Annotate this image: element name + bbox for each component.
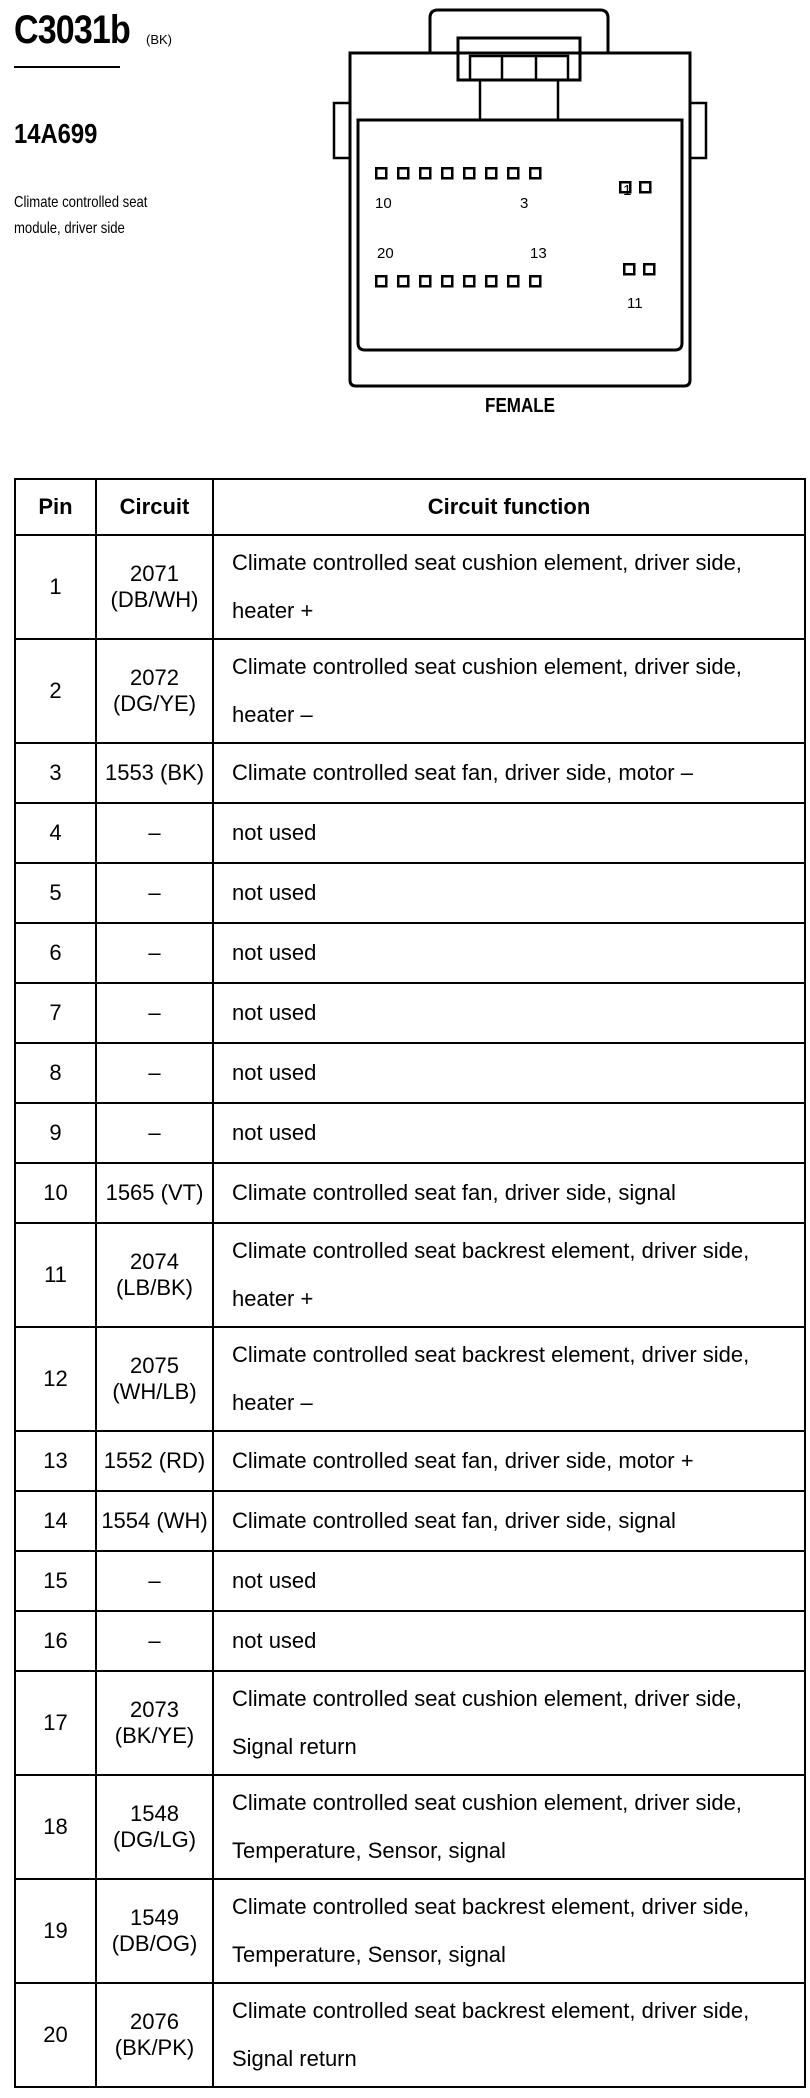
- table-row: [15, 1671, 805, 1775]
- circuit-cell: 2076 (BK/PK): [96, 1983, 213, 2087]
- pin-cavity: [508, 276, 518, 286]
- pin-cavity: [420, 168, 430, 178]
- circuit-cell: 1548 (DG/LG): [96, 1775, 213, 1879]
- table-row: [15, 1103, 805, 1163]
- circuit-cell: 2074 (LB/BK): [96, 1223, 213, 1327]
- circuit-function-cell: Climate controlled seat backrest element, driver side, heater +: [213, 1223, 805, 1327]
- pin-cavity: [398, 168, 408, 178]
- circuit-function-cell: Climate controlled seat cushion element, driver side, Temperature, Sensor, signal: [213, 1775, 805, 1879]
- circuit-function-cell: not used: [213, 863, 805, 923]
- table-row: [15, 983, 805, 1043]
- pin-cell: 2: [15, 639, 96, 743]
- pin-cavity: [442, 168, 452, 178]
- pin-label-3: 3: [520, 195, 529, 212]
- circuit-function-cell: Climate controlled seat fan, driver side, signal: [213, 1491, 805, 1551]
- circuit-cell: 1549 (DB/OG): [96, 1879, 213, 1983]
- table-row: [15, 639, 805, 743]
- latch-inner: [470, 56, 568, 80]
- header-circuit: Circuit: [96, 479, 213, 535]
- circuit-cell: 2075 (WH/LB): [96, 1327, 213, 1431]
- pin-cavity: [376, 276, 386, 286]
- connector-face-diagram: [330, 8, 710, 388]
- latch-window: [458, 38, 580, 80]
- connector-description: Climate controlled seat module, driver side: [14, 194, 148, 237]
- part-number: 14A699: [14, 118, 98, 149]
- pin-cavity: [442, 276, 452, 286]
- circuit-cell: 2072 (DG/YE): [96, 639, 213, 743]
- housing-outline: [350, 53, 690, 386]
- circuit-cell: –: [96, 923, 213, 983]
- pin-cavity: [530, 276, 540, 286]
- pin-cell: 10: [15, 1163, 96, 1223]
- pin-cell: 20: [15, 1983, 96, 2087]
- pin-cavities: [376, 168, 654, 286]
- side-tab-left: [334, 103, 350, 158]
- pin-cavity: [486, 276, 496, 286]
- pin-cell: 17: [15, 1671, 96, 1775]
- circuit-function-cell: not used: [213, 923, 805, 983]
- pin-cell: 7: [15, 983, 96, 1043]
- circuit-function-cell: Climate controlled seat cushion element, driver side, heater –: [213, 639, 805, 743]
- pin-cavity: [644, 264, 654, 274]
- circuit-function-cell: not used: [213, 1611, 805, 1671]
- circuit-function-cell: Climate controlled seat cushion element, driver side, heater +: [213, 535, 805, 639]
- pin-cavity: [486, 168, 496, 178]
- pin-cell: 13: [15, 1431, 96, 1491]
- circuit-cell: –: [96, 1043, 213, 1103]
- circuit-cell: –: [96, 863, 213, 923]
- circuit-cell: –: [96, 1103, 213, 1163]
- pin-table-header-row: [15, 479, 805, 535]
- circuit-cell: –: [96, 983, 213, 1043]
- pin-cell: 16: [15, 1611, 96, 1671]
- circuit-cell: –: [96, 1551, 213, 1611]
- connector-id: C3031b: [14, 8, 130, 52]
- circuit-function-cell: not used: [213, 1043, 805, 1103]
- pin-label-1: 1: [623, 182, 632, 199]
- pin-cavity: [508, 168, 518, 178]
- circuit-function-cell: Climate controlled seat backrest element, driver side, heater –: [213, 1327, 805, 1431]
- pin-label-11: 11: [627, 295, 643, 312]
- pin-cell: 11: [15, 1223, 96, 1327]
- table-row: [15, 1775, 805, 1879]
- pin-label-10: 10: [375, 195, 392, 212]
- pin-cell: 5: [15, 863, 96, 923]
- circuit-function-cell: not used: [213, 1103, 805, 1163]
- pin-cavity: [530, 168, 540, 178]
- pin-cavity: [420, 276, 430, 286]
- table-row: [15, 803, 805, 863]
- circuit-function-cell: not used: [213, 803, 805, 863]
- circuit-function-cell: not used: [213, 983, 805, 1043]
- circuit-cell: 1565 (VT): [96, 1163, 213, 1223]
- table-row: [15, 1983, 805, 2087]
- connector-id-underline: [14, 66, 120, 68]
- table-row: [15, 1043, 805, 1103]
- pin-cavity: [398, 276, 408, 286]
- circuit-cell: 1553 (BK): [96, 743, 213, 803]
- pin-cell: 6: [15, 923, 96, 983]
- circuit-cell: –: [96, 803, 213, 863]
- table-row: [15, 1551, 805, 1611]
- pin-cell: 12: [15, 1327, 96, 1431]
- pin-cell: 4: [15, 803, 96, 863]
- table-row: [15, 923, 805, 983]
- table-row: [15, 863, 805, 923]
- connector-gender-label: FEMALE: [485, 395, 555, 417]
- circuit-function-cell: not used: [213, 1551, 805, 1611]
- pin-cell: 1: [15, 535, 96, 639]
- table-row: [15, 1327, 805, 1431]
- pin-cavity: [376, 168, 386, 178]
- pin-cavity: [464, 276, 474, 286]
- pin-cell: 3: [15, 743, 96, 803]
- circuit-function-cell: Climate controlled seat fan, driver side, motor +: [213, 1431, 805, 1491]
- table-row: [15, 1431, 805, 1491]
- pin-cavity: [464, 168, 474, 178]
- pin-cell: 18: [15, 1775, 96, 1879]
- pin-table-body: [15, 535, 805, 2087]
- circuit-cell: 1554 (WH): [96, 1491, 213, 1551]
- table-row: [15, 1879, 805, 1983]
- side-tab-right: [690, 103, 706, 158]
- inner-face: [358, 120, 682, 350]
- circuit-function-cell: Climate controlled seat backrest element, driver side, Signal return: [213, 1983, 805, 2087]
- pin-cell: 9: [15, 1103, 96, 1163]
- pin-label-13: 13: [530, 245, 547, 262]
- circuit-cell: 2071 (DB/WH): [96, 535, 213, 639]
- circuit-function-cell: Climate controlled seat cushion element, driver side, Signal return: [213, 1671, 805, 1775]
- header-pin: Pin: [15, 479, 96, 535]
- pin-cavity: [624, 264, 634, 274]
- table-row: [15, 1491, 805, 1551]
- pin-cell: 15: [15, 1551, 96, 1611]
- circuit-function-cell: Climate controlled seat fan, driver side, motor –: [213, 743, 805, 803]
- circuit-function-cell: Climate controlled seat fan, driver side, signal: [213, 1163, 805, 1223]
- pin-cell: 19: [15, 1879, 96, 1983]
- table-row: [15, 1163, 805, 1223]
- circuit-cell: –: [96, 1611, 213, 1671]
- pin-label-20: 20: [377, 245, 394, 262]
- circuit-function-cell: Climate controlled seat backrest element, driver side, Temperature, Sensor, signal: [213, 1879, 805, 1983]
- table-row: [15, 535, 805, 639]
- circuit-cell: 2073 (BK/YE): [96, 1671, 213, 1775]
- table-row: [15, 1223, 805, 1327]
- pin-table: [14, 478, 806, 2088]
- table-row: [15, 1611, 805, 1671]
- pin-cell: 8: [15, 1043, 96, 1103]
- pin-cavity: [640, 182, 650, 192]
- pin-cell: 14: [15, 1491, 96, 1551]
- table-row: [15, 743, 805, 803]
- circuit-cell: 1552 (RD): [96, 1431, 213, 1491]
- connector-color: (BK): [146, 32, 172, 47]
- header-circuit-function: Circuit function: [213, 479, 805, 535]
- connector-header: [0, 0, 810, 470]
